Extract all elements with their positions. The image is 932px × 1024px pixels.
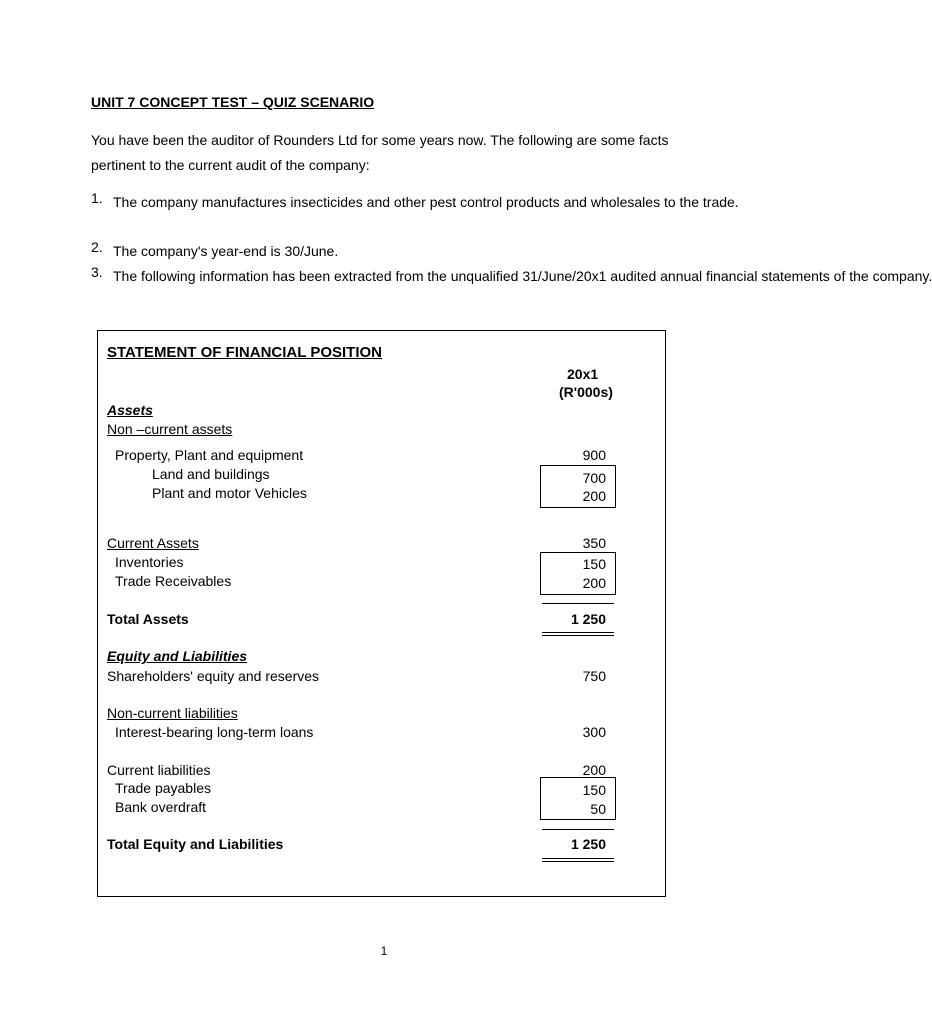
ppe-label: Property, Plant and equipment: [115, 447, 304, 463]
non-current-liabilities-heading: Non-current liabilities: [107, 705, 238, 721]
receivables-value: 200: [582, 575, 606, 591]
payables-value: 150: [582, 782, 606, 798]
list-number: 3.: [91, 264, 103, 280]
total-double-rule: [542, 632, 614, 633]
land-label: Land and buildings: [152, 466, 270, 482]
current-liabilities-value: 200: [582, 762, 606, 778]
plant-label: Plant and motor Vehicles: [152, 485, 307, 501]
total-equity-liabilities-value: 1 250: [570, 836, 606, 852]
list-number: 1.: [91, 190, 103, 206]
total-double-rule: [542, 858, 614, 859]
subtotal-rule: [542, 603, 614, 604]
list-text: The following information has been extracted from the unqualified 31/June/20x1 audited annual financial statements of the company.: [113, 268, 932, 284]
statement-title: STATEMENT OF FINANCIAL POSITION: [107, 344, 382, 361]
page-title: UNIT 7 CONCEPT TEST – QUIZ SCENARIO: [91, 94, 375, 110]
equity-value: 750: [582, 668, 606, 684]
list-text: The company manufactures insecticides and other pest control products and wholesales to the trade.: [113, 194, 739, 210]
inventories-value: 150: [582, 556, 606, 572]
plant-value: 200: [582, 488, 606, 504]
non-current-assets-heading: Non –current assets: [107, 421, 233, 437]
equity-liabilities-heading: Equity and Liabilities: [107, 648, 248, 664]
assets-heading: Assets: [107, 402, 153, 418]
intro-paragraph: You have been the auditor of Rounders Ltd for some years now. The following are some facts pertinent to the current audit of the company:: [91, 132, 669, 173]
loans-label: Interest-bearing long-term loans: [115, 724, 314, 740]
overdraft-label: Bank overdraft: [115, 799, 207, 815]
overdraft-value: 50: [590, 801, 606, 817]
current-assets-label: Current Assets: [107, 535, 199, 551]
total-assets-value: 1 250: [570, 611, 606, 627]
land-value: 700: [582, 470, 606, 486]
total-double-rule: [542, 635, 614, 636]
inventories-label: Inventories: [115, 554, 184, 570]
loans-value: 300: [582, 724, 606, 740]
current-assets-value: 350: [582, 535, 606, 551]
page-number: 1: [380, 944, 388, 958]
total-double-rule: [542, 861, 614, 862]
payables-label: Trade payables: [115, 780, 211, 796]
subtotal-rule: [542, 829, 614, 830]
current-liabilities-label: Current liabilities: [107, 762, 211, 778]
total-equity-liabilities-label: Total Equity and Liabilities: [107, 836, 284, 852]
column-year: 20x1: [567, 366, 599, 382]
ppe-value: 900: [582, 447, 606, 463]
list-number: 2.: [91, 239, 103, 255]
list-text: The company's year-end is 30/June.: [113, 243, 339, 259]
receivables-label: Trade Receivables: [115, 573, 232, 589]
equity-label: Shareholders' equity and reserves: [107, 668, 320, 684]
column-unit: (R'000s): [559, 384, 613, 400]
total-assets-label: Total Assets: [107, 611, 189, 627]
